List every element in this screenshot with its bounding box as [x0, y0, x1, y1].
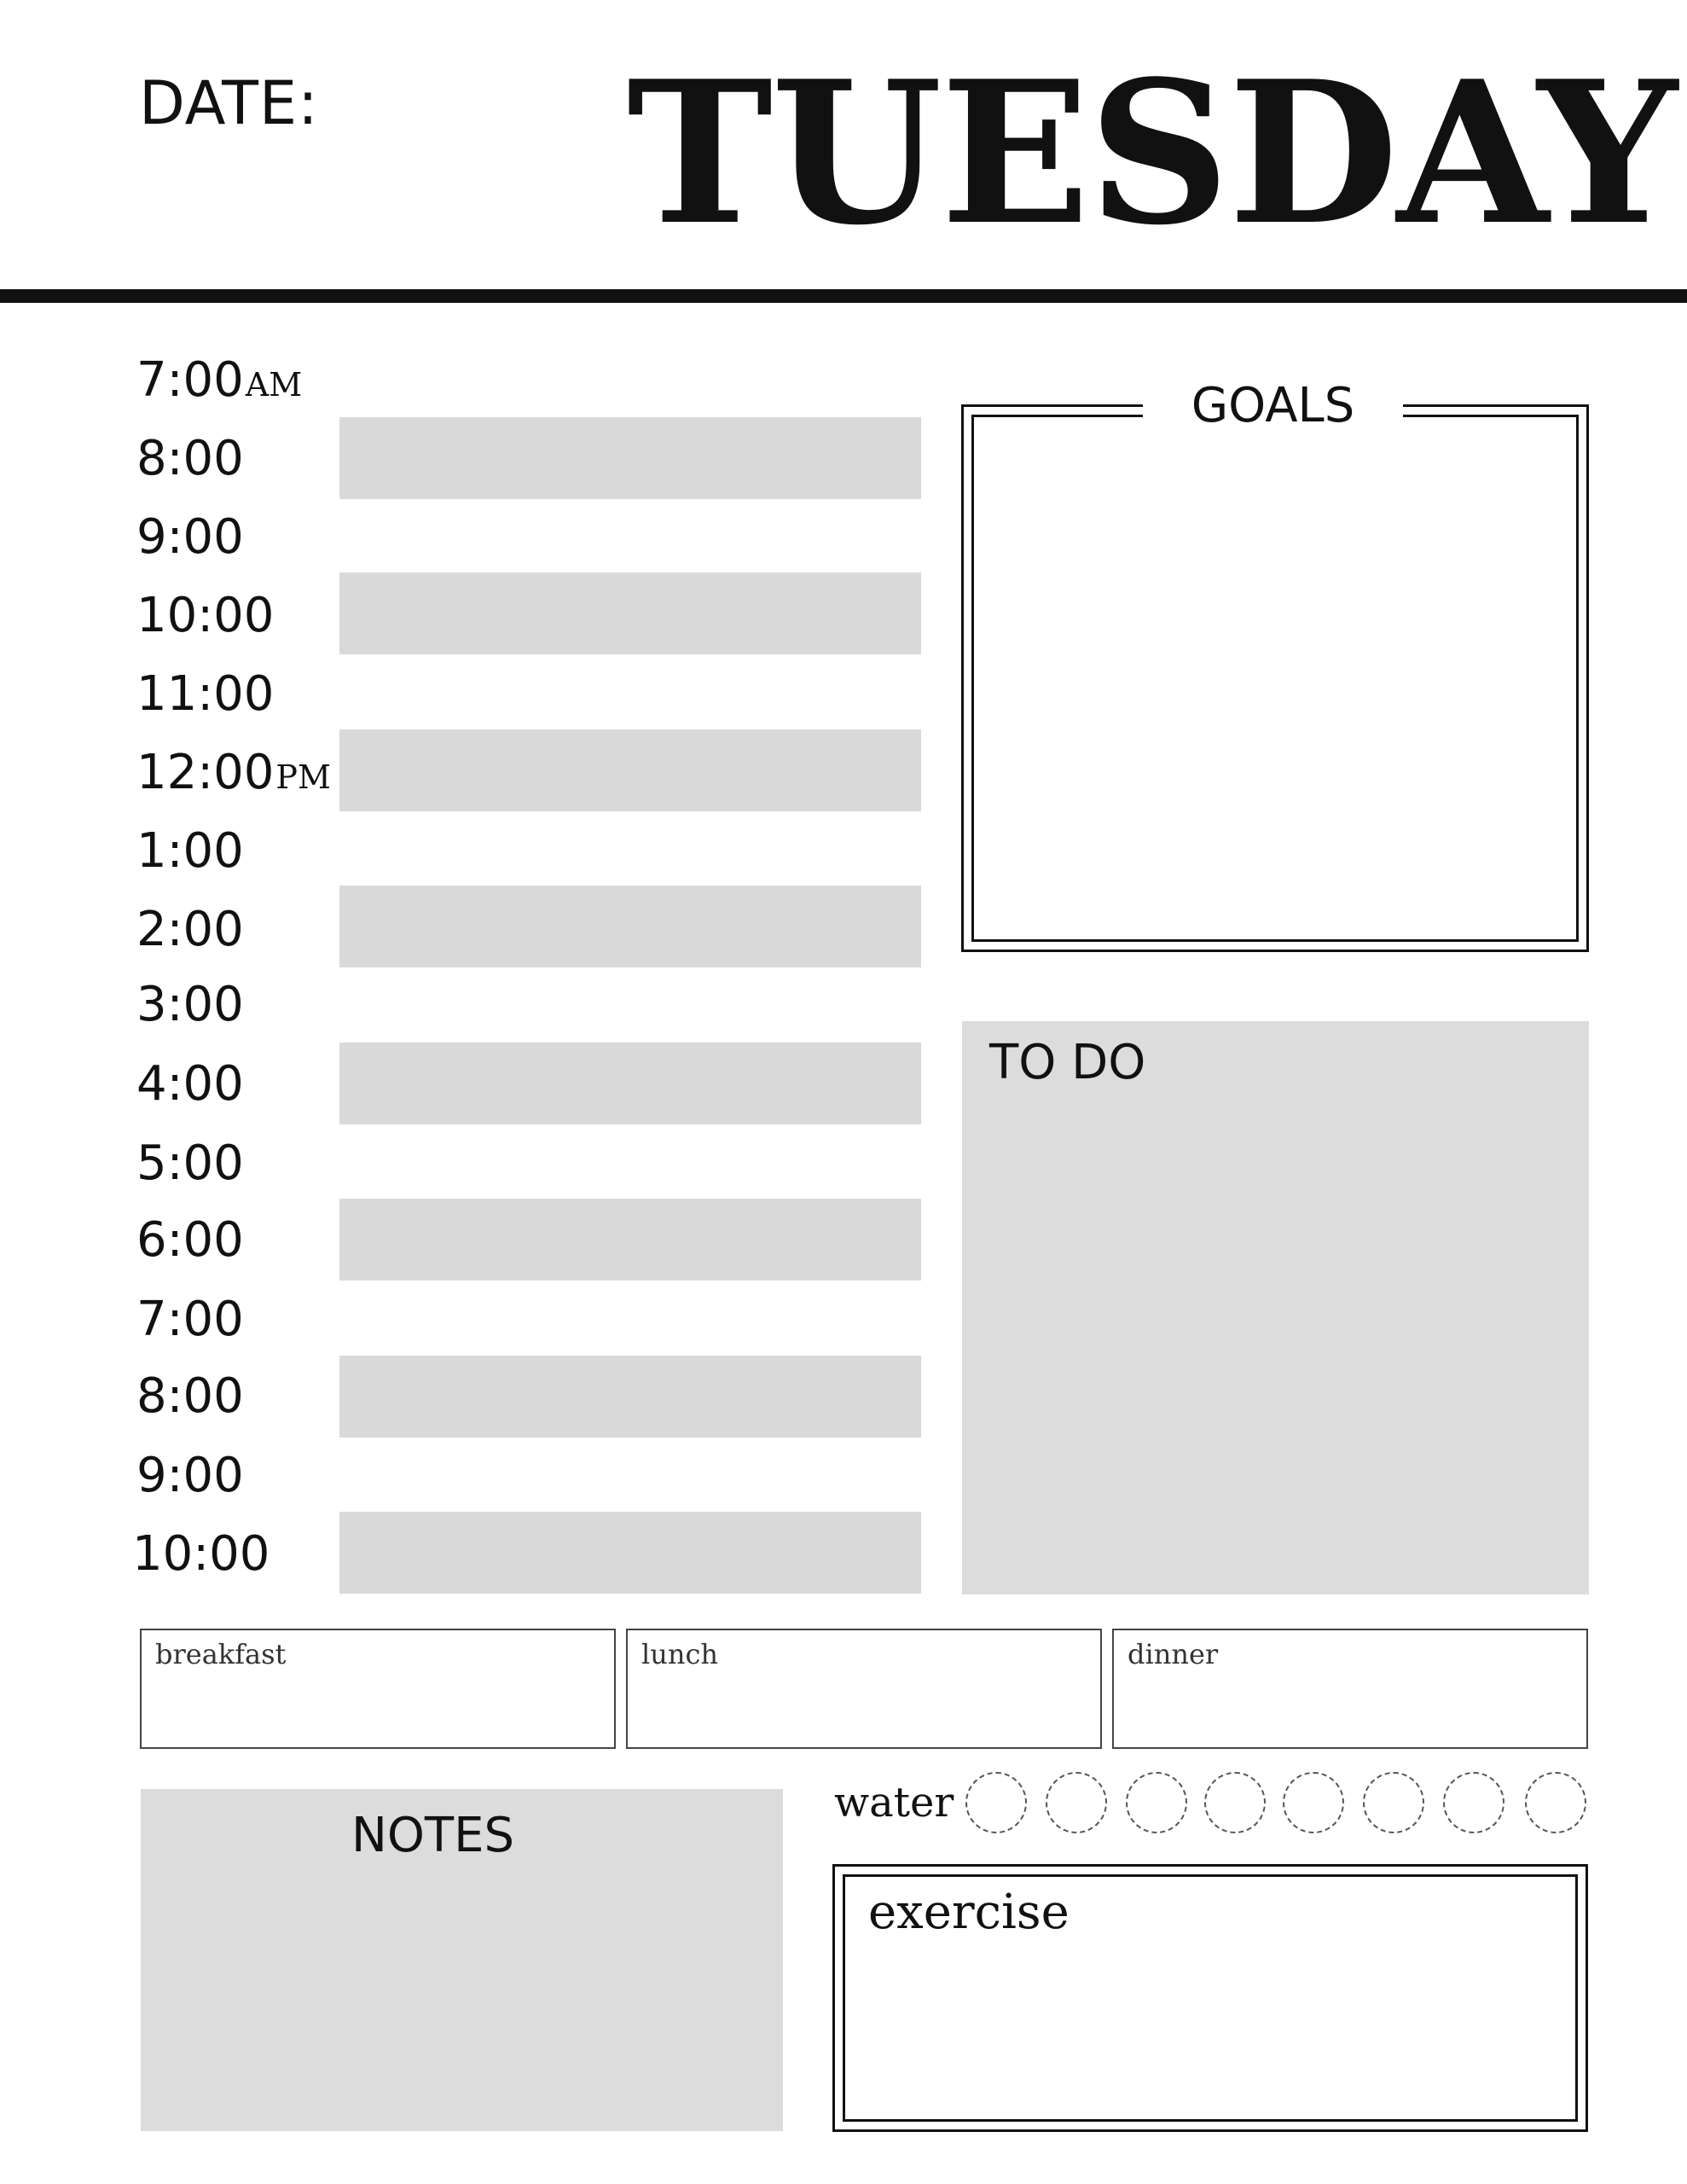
schedule-slot[interactable] — [339, 729, 921, 811]
time-label: 8:00 — [136, 431, 244, 486]
water-glass[interactable] — [1046, 1772, 1107, 1833]
day-title: TUESDAY — [627, 38, 1676, 269]
time-label: 1:00 — [136, 823, 244, 879]
schedule-slot[interactable] — [339, 572, 921, 654]
water-glass[interactable] — [1525, 1772, 1586, 1833]
schedule-slot[interactable] — [339, 886, 921, 967]
schedule-slot[interactable] — [339, 1043, 921, 1124]
time-label: 8:00 — [136, 1368, 244, 1424]
time-label: 10:00 — [136, 588, 275, 643]
time-label: 5:00 — [136, 1136, 244, 1191]
time-label: 2:00 — [136, 902, 244, 957]
time-label: 6:00 — [136, 1212, 244, 1268]
schedule-slot[interactable] — [339, 417, 921, 499]
schedule-slot[interactable] — [339, 1512, 921, 1594]
header-divider — [0, 289, 1687, 303]
breakfast-box[interactable] — [140, 1629, 616, 1749]
water-glass[interactable] — [1363, 1772, 1424, 1833]
todo-box[interactable] — [962, 1021, 1589, 1594]
goals-title: GOALS — [1191, 378, 1355, 433]
notes-title: NOTES — [351, 1808, 515, 1863]
time-label: 7:00 — [136, 1292, 244, 1347]
time-label: 10:00 — [132, 1526, 270, 1582]
goals-inner-border — [971, 415, 1579, 942]
schedule-slot[interactable] — [339, 1199, 921, 1281]
breakfast-label: breakfast — [155, 1638, 287, 1670]
time-label: 9:00 — [136, 509, 244, 565]
time-label: 4:00 — [136, 1056, 244, 1112]
exercise-label: exercise — [868, 1885, 1070, 1940]
todo-title: TO DO — [989, 1035, 1146, 1090]
date-label: DATE: — [139, 68, 319, 138]
water-glass[interactable] — [1283, 1772, 1344, 1833]
time-label: 3:00 — [136, 977, 244, 1032]
time-label: 9:00 — [136, 1448, 244, 1503]
time-label: 12:00PM — [136, 745, 331, 800]
water-label: water — [834, 1779, 954, 1827]
dinner-label: dinner — [1128, 1638, 1219, 1670]
time-label: 11:00 — [136, 666, 275, 722]
lunch-box[interactable] — [626, 1629, 1102, 1749]
dinner-box[interactable] — [1112, 1629, 1588, 1749]
time-label: 7:00AM — [136, 352, 303, 408]
schedule-slot[interactable] — [339, 1356, 921, 1438]
water-glass[interactable] — [1443, 1772, 1504, 1833]
water-glass[interactable] — [1204, 1772, 1266, 1833]
water-glass[interactable] — [965, 1772, 1027, 1833]
water-glass[interactable] — [1126, 1772, 1187, 1833]
lunch-label: lunch — [641, 1638, 718, 1670]
